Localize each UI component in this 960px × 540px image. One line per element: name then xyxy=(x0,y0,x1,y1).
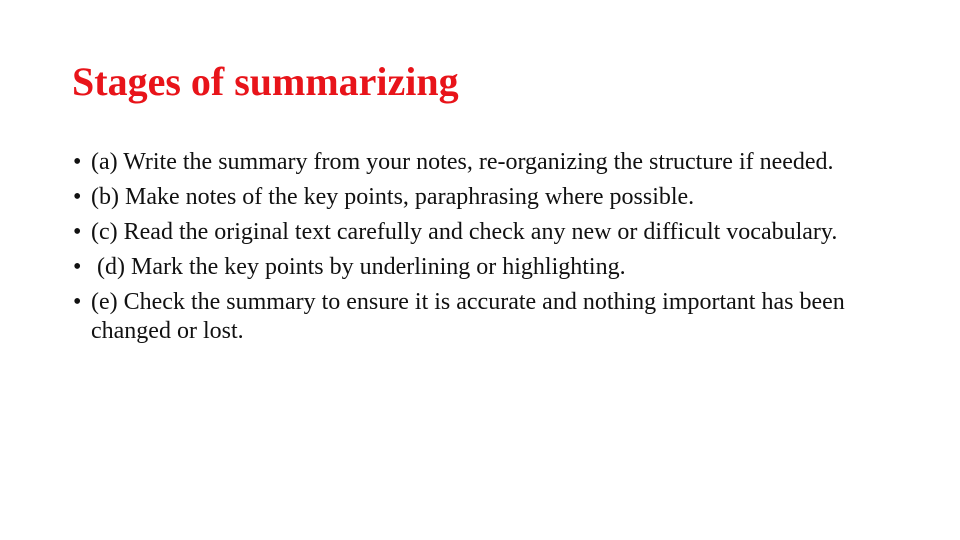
bullet-dot-icon: • xyxy=(73,184,82,210)
bullet-item-e xyxy=(73,288,893,346)
bullet-item-c xyxy=(73,218,893,247)
bullet-text: (c) Read the original text carefully and check any new or difficult vocabulary. xyxy=(91,219,838,245)
bullet-text: (b) Make notes of the key points, paraphrasing where possible. xyxy=(91,184,695,210)
bullet-item-d xyxy=(73,253,893,282)
bullet-item-a xyxy=(73,148,893,177)
bullet-list xyxy=(73,148,893,352)
bullet-dot-icon: • xyxy=(73,289,82,315)
bullet-text: (d) Mark the key points by underlining or highlighting. xyxy=(91,254,626,280)
bullet-dot-icon: • xyxy=(73,219,82,245)
bullet-dot-icon: • xyxy=(73,149,82,175)
bullet-item-b xyxy=(73,183,893,212)
slide-title: Stages of summarizing xyxy=(72,59,459,104)
bullet-dot-icon: • xyxy=(73,254,82,280)
bullet-text: (e) Check the summary to ensure it is accurate and nothing important has been changed or lost. xyxy=(91,289,845,344)
bullet-text: (a) Write the summary from your notes, re-organizing the structure if needed. xyxy=(91,149,834,175)
